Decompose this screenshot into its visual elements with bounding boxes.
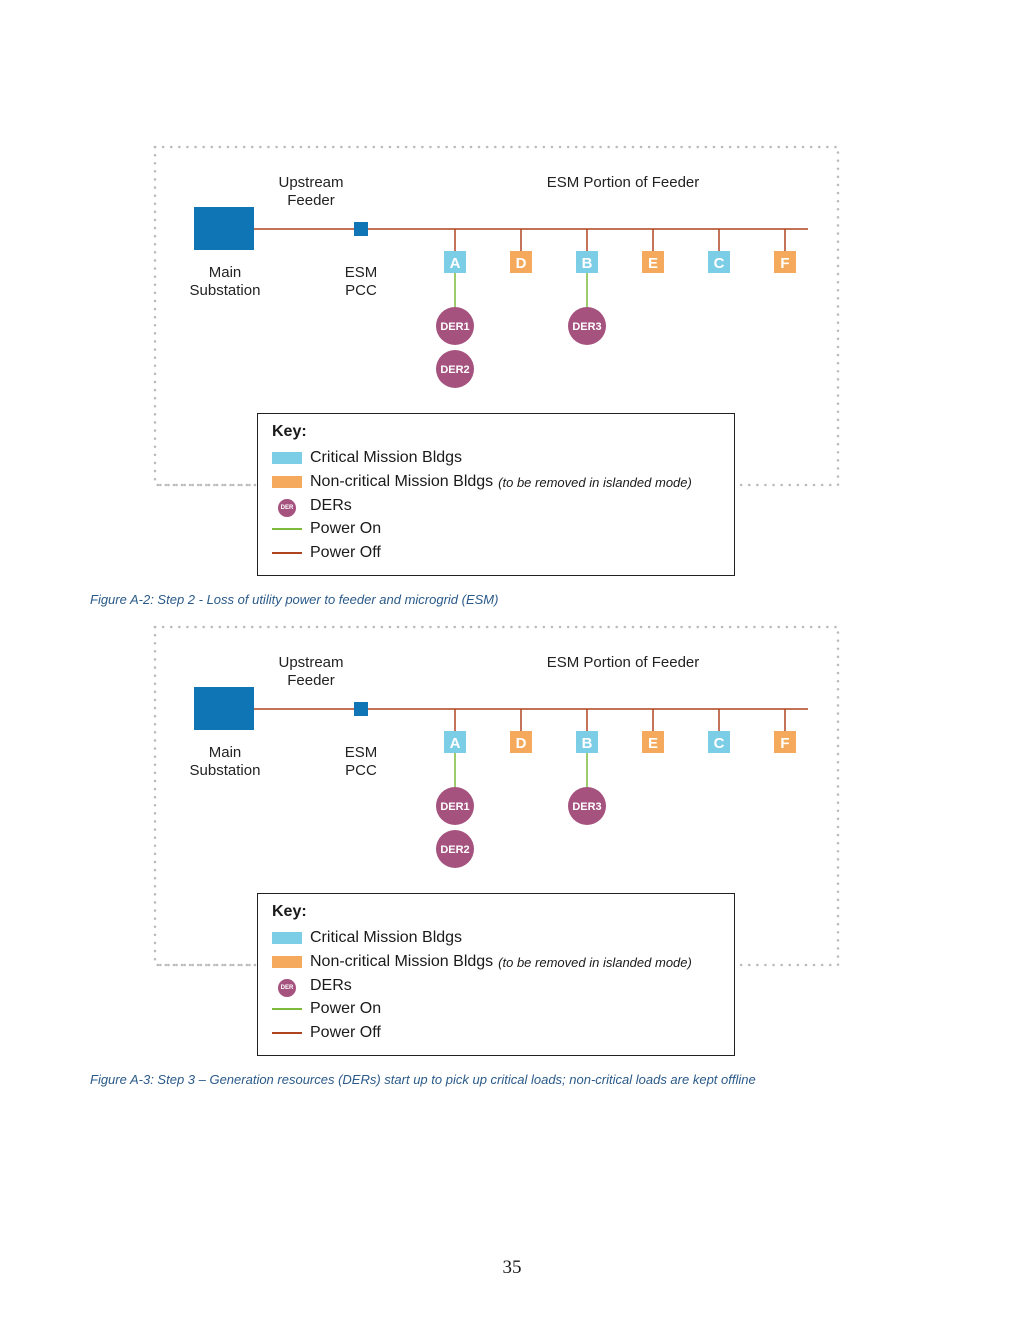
key-power-off (272, 1022, 381, 1044)
key-power-on (272, 998, 381, 1020)
key-noncritical-note: (to be removed in islanded mode) (498, 954, 692, 970)
key-critical (272, 447, 462, 469)
der3-label: DER3 (572, 321, 602, 333)
building-e-label: E (647, 255, 659, 272)
building-d-label: D (515, 255, 527, 272)
key-power-off-label: Power Off (310, 544, 381, 561)
figure-a2 (0, 140, 1024, 620)
esm-pcc-label: ESM PCC (344, 744, 378, 779)
critical-swatch (272, 932, 302, 944)
building-d-label: D (515, 735, 527, 752)
building-c-label: C (713, 255, 725, 272)
key-noncritical (272, 471, 692, 493)
esm-pcc-switch (354, 702, 368, 716)
der-swatch (272, 976, 302, 997)
key-critical-label: Critical Mission Bldgs (310, 449, 463, 466)
der-icon: DER (278, 979, 296, 997)
key-noncritical-note: (to be removed in islanded mode) (498, 474, 692, 490)
der-icon: DER (278, 499, 296, 517)
building-a-label: A (449, 255, 461, 272)
figure-a3 (0, 620, 1024, 1100)
key-box (257, 893, 735, 1056)
der2-label: DER2 (440, 364, 470, 376)
key-power-on (272, 518, 381, 540)
figure-a3-caption: Figure A-3: Step 3 – Generation resources (DERs) start up to pick up critical loads; non-critical loads are kept offline (90, 1072, 756, 1087)
key-power-off (272, 542, 381, 564)
key-ders-label: DERs (310, 497, 352, 514)
key-title: Key: (272, 423, 307, 440)
power-off-swatch (272, 1032, 302, 1034)
der1-label: DER1 (440, 801, 470, 813)
noncritical-swatch (272, 476, 302, 488)
esm-portion-label: ESM Portion of Feeder (546, 174, 700, 191)
esm-pcc-label: ESM PCC (344, 264, 378, 299)
main-substation-block (194, 687, 254, 730)
der3-label: DER3 (572, 801, 602, 813)
power-on-swatch (272, 528, 302, 530)
noncritical-swatch (272, 956, 302, 968)
upstream-feeder-label: Upstream Feeder (278, 654, 344, 689)
key-power-off-label: Power Off (310, 1024, 381, 1041)
key-title: Key: (272, 903, 307, 920)
building-f-label: F (780, 255, 790, 272)
key-ders (272, 975, 352, 997)
key-noncritical-label: Non-critical Mission Bldgs (310, 953, 494, 970)
der1-label: DER1 (440, 321, 470, 333)
page-number: 35 (502, 1257, 522, 1278)
key-ders-label: DERs (310, 977, 352, 994)
der-swatch (272, 496, 302, 517)
esm-pcc-switch (354, 222, 368, 236)
building-f-label: F (780, 735, 790, 752)
key-critical (272, 927, 462, 949)
main-substation-label: Main Substation (189, 264, 261, 299)
key-noncritical-label: Non-critical Mission Bldgs (310, 473, 494, 490)
key-power-on-label: Power On (310, 1000, 382, 1017)
key-noncritical (272, 951, 692, 973)
key-critical-label: Critical Mission Bldgs (310, 929, 463, 946)
key-power-on-label: Power On (310, 520, 382, 537)
key-ders (272, 495, 352, 517)
der2-label: DER2 (440, 844, 470, 856)
main-substation-label: Main Substation (189, 744, 261, 779)
figure-a2-caption: Figure A-2: Step 2 - Loss of utility power to feeder and microgrid (ESM) (90, 592, 499, 607)
building-b-label: B (581, 735, 593, 752)
upstream-feeder-label: Upstream Feeder (278, 174, 344, 209)
esm-portion-label: ESM Portion of Feeder (546, 654, 700, 671)
power-off-swatch (272, 552, 302, 554)
building-b-label: B (581, 255, 593, 272)
critical-swatch (272, 452, 302, 464)
key-box (257, 413, 735, 576)
power-on-swatch (272, 1008, 302, 1010)
main-substation-block (194, 207, 254, 250)
building-c-label: C (713, 735, 725, 752)
building-e-label: E (647, 735, 659, 752)
building-a-label: A (449, 735, 461, 752)
